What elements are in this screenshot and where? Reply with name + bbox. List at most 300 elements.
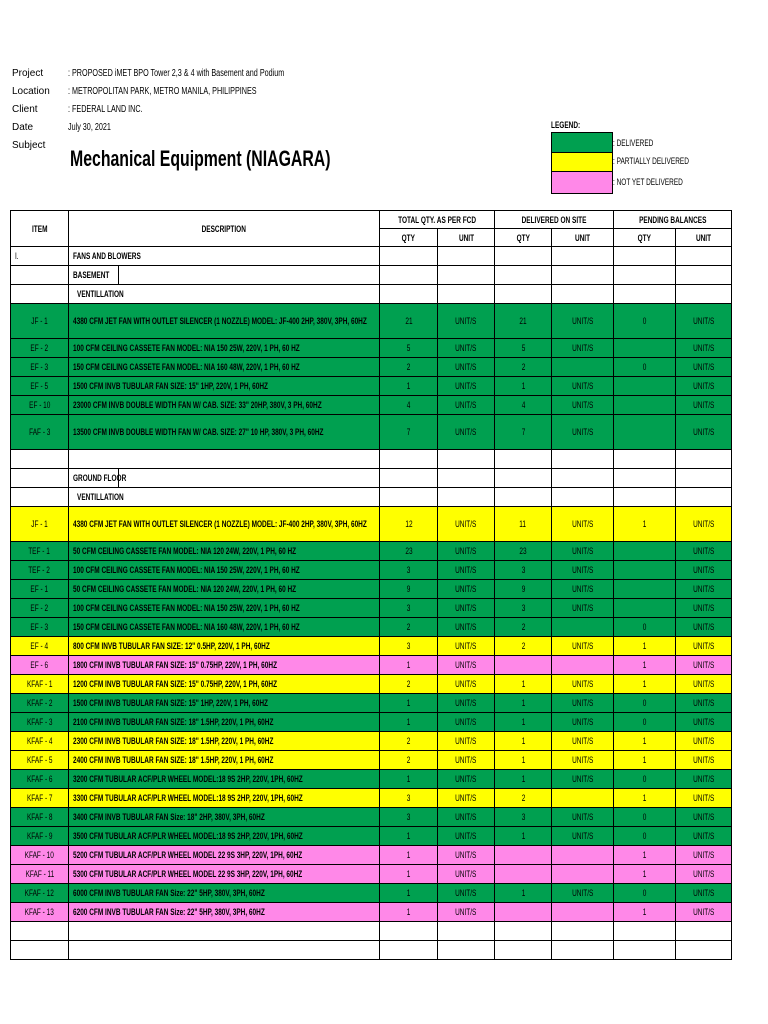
total-unit [438, 339, 495, 358]
delivered-unit [552, 580, 614, 599]
total-unit-text: UNIT/S [455, 641, 477, 651]
item-description [69, 694, 380, 713]
pending-qty-text: 1 [642, 907, 647, 917]
table-body [11, 247, 732, 960]
delivered-unit-text: UNIT/S [571, 812, 594, 822]
total-unit [438, 713, 495, 732]
table-row [11, 770, 732, 789]
table-row [11, 865, 732, 884]
pending-unit [676, 304, 732, 339]
delivered-qty-text: 1 [521, 755, 525, 765]
pending-qty-text: 0 [642, 717, 647, 727]
item-cell-text: I. [15, 251, 19, 261]
table-row [11, 637, 732, 656]
total-unit [438, 884, 495, 903]
item-code [11, 827, 69, 846]
pending-unit-text: UNIT/S [692, 850, 715, 860]
total-qty-text: 1 [406, 717, 411, 727]
pending-unit-text: UNIT/S [692, 584, 715, 594]
item-description [69, 599, 380, 618]
delivered-qty [495, 713, 552, 732]
pending-qty [614, 713, 676, 732]
item-code-text: TEF - 1 [28, 546, 51, 556]
item-description-text: 150 CFM CEILING CASSETE FAN MODEL: NIA 160 48W, 220V, 1 PH, 60 HZ [73, 362, 300, 372]
pending-unit [676, 865, 732, 884]
item-code [11, 865, 69, 884]
value-cell [438, 469, 495, 488]
item-code [11, 358, 69, 377]
total-qty-text: 4 [406, 400, 411, 410]
legend-swatch-delivered [551, 132, 613, 154]
subheader-pending-qty-text: QTY [637, 232, 652, 243]
item-description [69, 358, 380, 377]
value-cell [380, 488, 438, 507]
total-qty-text: 1 [406, 907, 411, 917]
item-description [69, 618, 380, 637]
total-unit-text: UNIT/S [455, 793, 477, 803]
item-description-text: 50 CFM CEILING CASSETE FAN MODEL: NIA 120 24W, 220V, 1 PH, 60 HZ [73, 584, 297, 594]
delivered-qty [495, 358, 552, 377]
table-row-section [11, 488, 732, 507]
table-row [11, 789, 732, 808]
delivered-unit [552, 865, 614, 884]
total-qty-text: 3 [406, 812, 411, 822]
total-qty [380, 396, 438, 415]
pending-qty [614, 580, 676, 599]
delivered-unit-text: UNIT/S [571, 584, 594, 594]
table-row-section [11, 247, 732, 266]
pending-unit [676, 675, 732, 694]
item-description [69, 675, 380, 694]
pending-unit [676, 732, 732, 751]
pending-qty-text: 0 [642, 774, 647, 784]
total-qty [380, 377, 438, 396]
pending-qty [614, 542, 676, 561]
delivered-unit [552, 884, 614, 903]
pending-unit [676, 542, 732, 561]
item-code-text: KFAF - 12 [24, 888, 55, 898]
total-unit-text: UNIT/S [455, 698, 477, 708]
delivered-qty [495, 808, 552, 827]
table-row [11, 846, 732, 865]
table-row [11, 415, 732, 450]
item-description-text: 100 CFM CEILING CASSETE FAN MODEL: NIA 150 25W, 220V, 1 PH, 60 HZ [73, 603, 300, 613]
delivered-unit [552, 618, 614, 637]
pending-unit [676, 789, 732, 808]
legend-label-partial-text: : PARTIALLY DELIVERED [613, 156, 689, 166]
total-unit-text: UNIT/S [455, 343, 477, 353]
item-code [11, 304, 69, 339]
delivered-qty [495, 846, 552, 865]
item-code [11, 618, 69, 637]
pending-unit-text: UNIT/S [692, 316, 715, 326]
item-code [11, 580, 69, 599]
delivered-qty-text: 3 [521, 812, 525, 822]
pending-unit [676, 846, 732, 865]
pending-unit [676, 561, 732, 580]
delivered-unit-text: UNIT/S [571, 717, 594, 727]
item-description [69, 713, 380, 732]
total-qty-text: 2 [406, 362, 411, 372]
delivered-unit-text: UNIT/S [571, 400, 594, 410]
total-qty-text: 3 [406, 793, 411, 803]
total-qty-text: 1 [406, 831, 411, 841]
pending-unit [676, 827, 732, 846]
item-cell [11, 469, 69, 488]
header-pending-text: PENDING BALANCES [638, 214, 707, 225]
value-cell [495, 469, 552, 488]
subject-label: Subject [12, 140, 46, 151]
delivered-unit-text: UNIT/S [571, 603, 594, 613]
delivered-qty [495, 507, 552, 542]
pending-unit-text: UNIT/S [692, 622, 715, 632]
item-code-text: KFAF - 8 [26, 812, 53, 822]
delivered-unit-text: UNIT/S [571, 641, 594, 651]
legend-swatch-not-delivered [551, 171, 613, 194]
item-description [69, 339, 380, 358]
legend-label-not-delivered-text: : NOT YET DELIVERED [613, 177, 683, 187]
table-row-section [11, 266, 732, 285]
total-qty-text: 1 [406, 888, 411, 898]
delivered-qty-text: 5 [521, 343, 525, 353]
total-qty [380, 339, 438, 358]
item-description-text: 4380 CFM JET FAN WITH OUTLET SILENCER (1 NOZZLE) MODEL: JF-400 2HP, 380V, 3PH, 60HZ [73, 316, 367, 326]
total-qty [380, 713, 438, 732]
delivered-qty-text: 1 [521, 831, 525, 841]
total-unit [438, 507, 495, 542]
pending-unit-text: UNIT/S [692, 888, 715, 898]
total-qty-text: 3 [406, 641, 411, 651]
pending-qty-text: 1 [642, 755, 647, 765]
total-unit [438, 637, 495, 656]
total-unit-text: UNIT/S [455, 907, 477, 917]
delivered-unit [552, 694, 614, 713]
delivered-unit [552, 827, 614, 846]
total-unit [438, 542, 495, 561]
delivered-unit-text: UNIT/S [571, 888, 594, 898]
total-qty [380, 599, 438, 618]
total-unit-text: UNIT/S [455, 362, 477, 372]
project-label: Project [12, 68, 44, 79]
item-code [11, 846, 69, 865]
total-qty [380, 561, 438, 580]
pending-qty-text: 0 [642, 622, 647, 632]
item-code-text: KFAF - 13 [24, 907, 55, 917]
pending-qty [614, 377, 676, 396]
total-unit-text: UNIT/S [455, 869, 477, 879]
item-description-text: 100 CFM CEILING CASSETE FAN MODEL: NIA 150 25W, 220V, 1 PH, 60 HZ [73, 343, 300, 353]
pending-qty [614, 415, 676, 450]
total-qty [380, 507, 438, 542]
delivered-qty-text: 2 [521, 362, 525, 372]
pending-unit-text: UNIT/S [692, 641, 715, 651]
pending-qty-text: 1 [642, 519, 647, 529]
table-row [11, 507, 732, 542]
subheader-total-unit-text: UNIT [458, 232, 474, 243]
delivered-unit-text: UNIT/S [571, 427, 594, 437]
item-code-text: KFAF - 1 [26, 679, 53, 689]
table-row [11, 339, 732, 358]
item-code [11, 377, 69, 396]
delivered-qty [495, 415, 552, 450]
total-unit [438, 770, 495, 789]
value-cell [676, 247, 732, 266]
total-qty-text: 2 [406, 622, 411, 632]
delivered-qty [495, 396, 552, 415]
delivered-unit [552, 542, 614, 561]
total-unit [438, 377, 495, 396]
pending-qty [614, 637, 676, 656]
header-description [69, 211, 380, 247]
pending-qty [614, 599, 676, 618]
table-row [11, 656, 732, 675]
delivered-unit-text: UNIT/S [571, 698, 594, 708]
item-description [69, 561, 380, 580]
subheader-total-unit [438, 229, 495, 247]
item-cell [11, 922, 69, 941]
total-unit-text: UNIT/S [455, 774, 477, 784]
value-cell [495, 247, 552, 266]
item-code [11, 507, 69, 542]
client-label: Client [12, 104, 38, 115]
value-cell [676, 469, 732, 488]
pending-qty [614, 808, 676, 827]
total-qty-text: 1 [406, 381, 411, 391]
table-row [11, 884, 732, 903]
delivered-unit [552, 751, 614, 770]
item-description [69, 751, 380, 770]
total-qty-text: 1 [406, 660, 411, 670]
item-code [11, 599, 69, 618]
pending-qty [614, 618, 676, 637]
pending-qty [614, 751, 676, 770]
delivered-unit [552, 770, 614, 789]
delivered-unit [552, 507, 614, 542]
legend-label-delivered [613, 138, 669, 148]
client-value [68, 104, 172, 115]
total-unit-text: UNIT/S [455, 427, 477, 437]
item-description [69, 415, 380, 450]
pending-unit-text: UNIT/S [692, 774, 715, 784]
subheader-pending-unit-text: UNIT [695, 232, 712, 243]
item-description [69, 580, 380, 599]
item-code-text: EF - 10 [28, 400, 51, 410]
legend-title-text: LEGEND: [551, 120, 581, 130]
item-description [69, 903, 380, 922]
item-description [69, 396, 380, 415]
delivered-unit [552, 339, 614, 358]
table-row [11, 561, 732, 580]
pending-unit [676, 599, 732, 618]
pending-unit [676, 656, 732, 675]
total-unit [438, 789, 495, 808]
item-code [11, 561, 69, 580]
item-cell [11, 266, 69, 285]
value-cell [495, 488, 552, 507]
table-row [11, 732, 732, 751]
header-pending [614, 211, 732, 229]
delivered-unit-text: UNIT/S [571, 831, 594, 841]
item-code [11, 808, 69, 827]
pending-qty [614, 903, 676, 922]
value-cell [380, 922, 438, 941]
header-description-text: DESCRIPTION [201, 223, 247, 234]
delivered-qty-text: 1 [521, 736, 525, 746]
delivered-qty-text: 1 [521, 888, 525, 898]
total-qty [380, 884, 438, 903]
delivered-qty [495, 637, 552, 656]
item-code [11, 884, 69, 903]
total-unit-text: UNIT/S [455, 546, 477, 556]
pending-unit [676, 339, 732, 358]
item-description [69, 542, 380, 561]
delivered-qty [495, 770, 552, 789]
delivered-qty [495, 789, 552, 808]
item-description [69, 656, 380, 675]
value-cell [438, 285, 495, 304]
total-qty-text: 2 [406, 736, 411, 746]
value-cell [614, 941, 676, 960]
delivered-qty-text: 2 [521, 641, 525, 651]
item-description [69, 377, 380, 396]
item-description [69, 770, 380, 789]
value-cell [438, 266, 495, 285]
table-row [11, 751, 732, 770]
delivered-qty [495, 656, 552, 675]
pending-qty [614, 507, 676, 542]
pending-qty-text: 0 [642, 812, 647, 822]
total-unit [438, 656, 495, 675]
description-cell [69, 941, 380, 960]
header-item-text: ITEM [31, 223, 48, 234]
item-code-text: JF - 1 [31, 519, 48, 529]
subheader-delivered-unit-text: UNIT [574, 232, 591, 243]
delivered-qty-text: 4 [521, 400, 525, 410]
delivered-unit-text: UNIT/S [571, 519, 594, 529]
item-description-text: 23000 CFM INVB DOUBLE WIDTH FAN W/ CAB. SIZE: 33" 20HP, 380V, 3 PH, 60HZ [73, 400, 322, 410]
pending-qty [614, 561, 676, 580]
section-heading [69, 488, 380, 507]
value-cell [676, 266, 732, 285]
total-qty [380, 542, 438, 561]
table-row [11, 808, 732, 827]
pending-unit-text: UNIT/S [692, 907, 715, 917]
item-code [11, 903, 69, 922]
value-cell [614, 922, 676, 941]
section-spacer [119, 469, 380, 488]
delivered-unit-text: UNIT/S [571, 679, 594, 689]
pending-qty-text: 0 [642, 831, 647, 841]
item-code [11, 656, 69, 675]
pending-unit-text: UNIT/S [692, 869, 715, 879]
value-cell [380, 941, 438, 960]
item-cell [11, 941, 69, 960]
total-qty [380, 865, 438, 884]
value-cell [552, 941, 614, 960]
total-unit [438, 827, 495, 846]
value-cell [552, 266, 614, 285]
value-cell [676, 285, 732, 304]
total-unit-text: UNIT/S [455, 850, 477, 860]
pending-unit-text: UNIT/S [692, 831, 715, 841]
value-cell [614, 285, 676, 304]
value-cell [552, 488, 614, 507]
pending-unit-text: UNIT/S [692, 679, 715, 689]
item-description-text: 13500 CFM INVB DOUBLE WIDTH FAN W/ CAB. SIZE: 27" 10 HP, 380V, 3 PH, 60HZ [73, 427, 324, 437]
total-unit-text: UNIT/S [455, 622, 477, 632]
delivered-unit [552, 732, 614, 751]
item-cell [11, 488, 69, 507]
total-qty [380, 732, 438, 751]
pending-unit [676, 751, 732, 770]
total-unit-text: UNIT/S [455, 831, 477, 841]
delivered-qty-text: 2 [521, 622, 525, 632]
item-cell [11, 450, 69, 469]
total-unit-text: UNIT/S [455, 717, 477, 727]
item-description [69, 507, 380, 542]
total-qty [380, 903, 438, 922]
delivered-qty-text: 11 [519, 519, 527, 529]
item-code [11, 542, 69, 561]
client-value-text: : FEDERAL LAND INC. [68, 104, 143, 115]
delivered-unit [552, 789, 614, 808]
page-title-text: Mechanical Equipment (NIAGARA) [70, 146, 331, 171]
pending-unit [676, 694, 732, 713]
section-heading [69, 469, 127, 488]
total-qty [380, 808, 438, 827]
item-description [69, 789, 380, 808]
total-qty-text: 3 [406, 565, 411, 575]
item-code-text: FAF - 3 [28, 427, 51, 437]
value-cell [495, 266, 552, 285]
item-description-text: 2100 CFM INVB TUBULAR FAN SIZE: 18" 1.5HP, 220V, 1 PH, 60HZ [73, 717, 274, 727]
pending-unit-text: UNIT/S [692, 717, 715, 727]
item-description [69, 732, 380, 751]
table-row-blank [11, 941, 732, 960]
total-unit [438, 808, 495, 827]
pending-unit-text: UNIT/S [692, 793, 715, 803]
item-code [11, 751, 69, 770]
pending-qty [614, 675, 676, 694]
pending-qty [614, 846, 676, 865]
total-unit-text: UNIT/S [455, 400, 477, 410]
total-qty [380, 770, 438, 789]
total-qty [380, 751, 438, 770]
total-qty [380, 618, 438, 637]
total-unit-text: UNIT/S [455, 679, 477, 689]
legend-label-delivered-text: : DELIVERED [613, 138, 654, 148]
pending-unit [676, 808, 732, 827]
pending-qty-text: 1 [642, 869, 647, 879]
value-cell [676, 488, 732, 507]
value-cell [552, 247, 614, 266]
delivered-unit-text: UNIT/S [571, 736, 594, 746]
total-qty [380, 656, 438, 675]
item-description-text: 1500 CFM INVB TUBULAR FAN SIZE: 15" 1HP, 220V, 1 PH, 60HZ [73, 698, 269, 708]
header-total-qty-text: TOTAL QTY. AS PER FCD [398, 214, 476, 225]
value-cell [676, 922, 732, 941]
total-unit-text: UNIT/S [455, 584, 477, 594]
delivered-qty-text: 3 [521, 565, 525, 575]
pending-qty-text: 1 [642, 793, 647, 803]
item-description-text: 6200 CFM INVB TUBULAR FAN Size: 22" 5HP, 380V, 3PH, 60HZ [73, 907, 265, 917]
value-cell [380, 450, 438, 469]
pending-qty [614, 656, 676, 675]
table-row [11, 304, 732, 339]
pending-unit-text: UNIT/S [692, 362, 715, 372]
pending-unit [676, 637, 732, 656]
legend-label-not-delivered [613, 177, 710, 187]
